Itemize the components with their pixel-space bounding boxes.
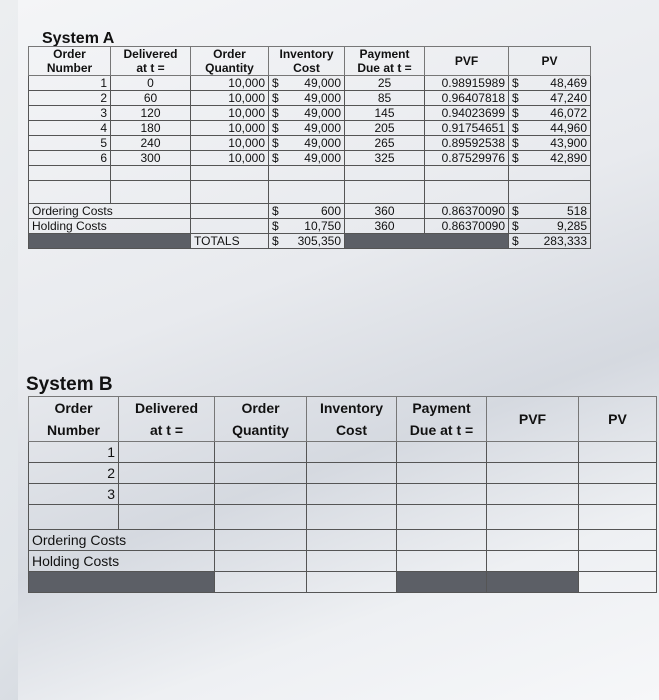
order-quantity: 10,000 — [191, 121, 269, 136]
payment-due: 205 — [345, 121, 425, 136]
holding-costs-cost: $ 10,750 — [269, 219, 345, 234]
pv-value: $ 46,072 — [509, 106, 591, 121]
pv-value: $ 48,469 — [509, 76, 591, 91]
order-number: 5 — [29, 136, 111, 151]
pvf-value: 0.87529976 — [425, 151, 509, 166]
holding-costs-pv: $ 9,285 — [509, 219, 591, 234]
system-a-header-row — [29, 47, 591, 76]
delivered-at: 180 — [111, 121, 191, 136]
order-quantity: 10,000 — [191, 136, 269, 151]
blank-row — [29, 505, 657, 530]
payment-due: 25 — [345, 76, 425, 91]
pv-value: $ 44,960 — [509, 121, 591, 136]
pv-value: $ 42,890 — [509, 151, 591, 166]
order-number: 3 — [29, 106, 111, 121]
inventory-cost: $ 49,000 — [269, 151, 345, 166]
delivered-at: 240 — [111, 136, 191, 151]
pv-value: $ 47,240 — [509, 91, 591, 106]
payment-due: 145 — [345, 106, 425, 121]
ordering-costs-pvf: 0.86370090 — [425, 204, 509, 219]
header-pv: PV — [579, 397, 657, 442]
pvf-value: 0.91754651 — [425, 121, 509, 136]
order-number: 2 — [29, 91, 111, 106]
ordering-costs-label: Ordering Costs — [29, 530, 215, 551]
header-payment-due: Payment Due at t = — [345, 47, 425, 76]
table-row — [29, 484, 657, 505]
pvf-value: 0.96407818 — [425, 91, 509, 106]
pvf-value: 0.89592538 — [425, 136, 509, 151]
ordering-costs-label: Ordering Costs — [29, 204, 191, 219]
table-row — [29, 463, 657, 484]
header-order-quantity: Order Quantity — [215, 397, 307, 442]
ordering-costs-row — [29, 530, 657, 551]
pvf-value: 0.94023699 — [425, 106, 509, 121]
delivered-at: 120 — [111, 106, 191, 121]
header-pvf: PVF — [487, 397, 579, 442]
system-a-title: System A — [42, 30, 115, 47]
table-row — [29, 121, 591, 136]
holding-costs-row — [29, 219, 591, 234]
system-b-table — [28, 396, 657, 593]
system-b-title: System B — [26, 374, 113, 395]
header-order-number: Order Number — [29, 397, 119, 442]
header-delivered: Delivered at t = — [119, 397, 215, 442]
totals-label: TOTALS — [191, 234, 269, 249]
ordering-costs-row — [29, 204, 591, 219]
delivered-at: 60 — [111, 91, 191, 106]
blank-row — [29, 181, 591, 204]
system-a-table — [28, 46, 591, 249]
table-row — [29, 442, 657, 463]
header-order-quantity: Order Quantity — [191, 47, 269, 76]
inventory-cost: $ 49,000 — [269, 91, 345, 106]
payment-due: 85 — [345, 91, 425, 106]
payment-due: 265 — [345, 136, 425, 151]
order-quantity: 10,000 — [191, 106, 269, 121]
payment-due: 325 — [345, 151, 425, 166]
totals-cost: $ 305,350 — [269, 234, 345, 249]
pv-value: $ 43,900 — [509, 136, 591, 151]
table-row — [29, 136, 591, 151]
header-pv: PV — [509, 47, 591, 76]
inventory-cost: $ 49,000 — [269, 76, 345, 91]
order-number: 1 — [29, 442, 119, 463]
system-b-header-row — [29, 397, 657, 442]
order-number: 3 — [29, 484, 119, 505]
inventory-cost: $ 49,000 — [269, 136, 345, 151]
header-pvf: PVF — [425, 47, 509, 76]
order-quantity: 10,000 — [191, 91, 269, 106]
order-number: 4 — [29, 121, 111, 136]
ordering-costs-due: 360 — [345, 204, 425, 219]
table-row — [29, 91, 591, 106]
holding-costs-label: Holding Costs — [29, 551, 215, 572]
holding-costs-label: Holding Costs — [29, 219, 191, 234]
holding-costs-row — [29, 551, 657, 572]
ordering-costs-pv: $ 518 — [509, 204, 591, 219]
order-number: 1 — [29, 76, 111, 91]
header-inventory-cost: Inventory Cost — [269, 47, 345, 76]
delivered-at: 300 — [111, 151, 191, 166]
inventory-cost: $ 49,000 — [269, 106, 345, 121]
delivered-at: 0 — [111, 76, 191, 91]
table-row — [29, 151, 591, 166]
order-number: 2 — [29, 463, 119, 484]
header-delivered: Delivered at t = — [111, 47, 191, 76]
totals-row — [29, 572, 657, 593]
table-row — [29, 76, 591, 91]
blank-row — [29, 166, 591, 181]
table-row — [29, 106, 591, 121]
pvf-value: 0.98915989 — [425, 76, 509, 91]
holding-costs-due: 360 — [345, 219, 425, 234]
header-order-number: Order Number — [29, 47, 111, 76]
header-payment-due: Payment Due at t = — [397, 397, 487, 442]
totals-pv: $ 283,333 — [509, 234, 591, 249]
order-number: 6 — [29, 151, 111, 166]
totals-row — [29, 234, 591, 249]
header-inventory-cost: Inventory Cost — [307, 397, 397, 442]
order-quantity: 10,000 — [191, 76, 269, 91]
order-quantity: 10,000 — [191, 151, 269, 166]
inventory-cost: $ 49,000 — [269, 121, 345, 136]
holding-costs-pvf: 0.86370090 — [425, 219, 509, 234]
ordering-costs-cost: $ 600 — [269, 204, 345, 219]
